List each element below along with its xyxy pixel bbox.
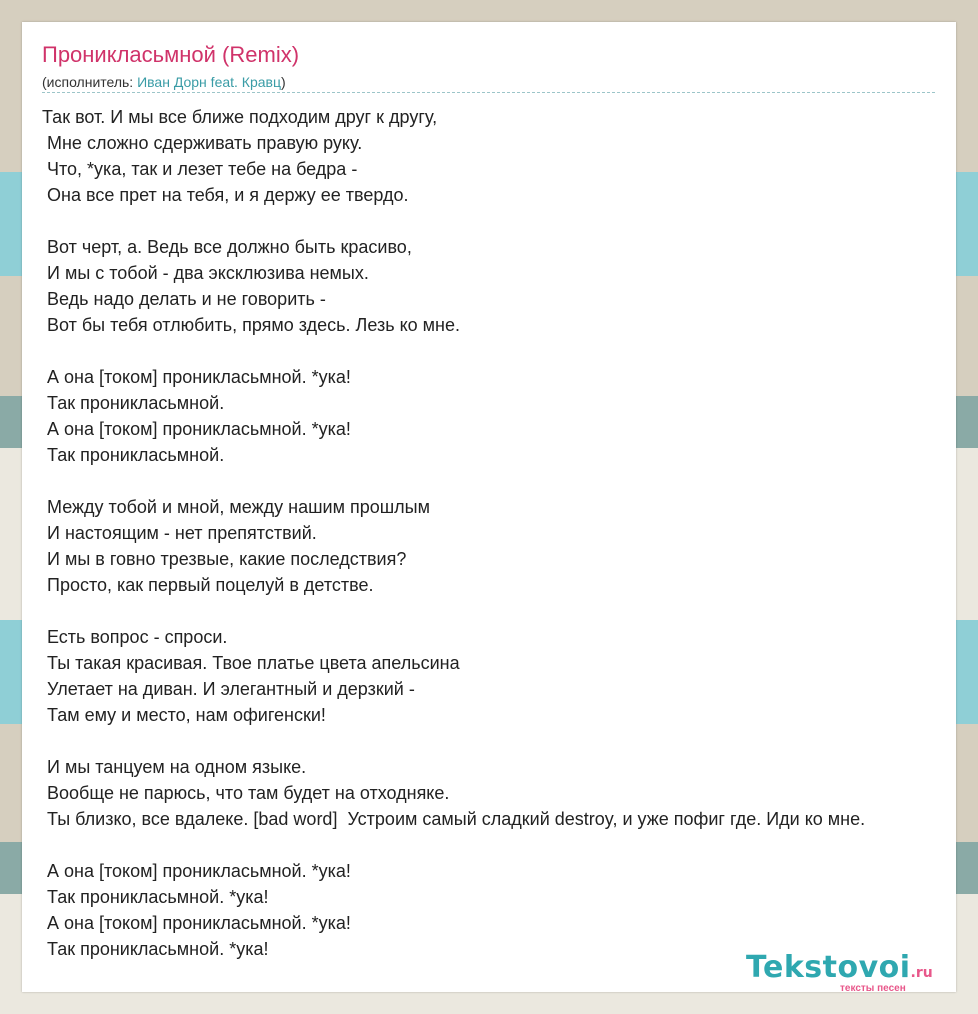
lyrics-line: А она [током] проникласьмной. *ука! bbox=[42, 913, 351, 933]
lyrics-line: Она все прет на тебя, и я держу ее твердо. bbox=[42, 185, 409, 205]
lyrics-line bbox=[42, 728, 956, 754]
logo-domain: .ru bbox=[910, 965, 933, 981]
lyrics-line bbox=[42, 468, 956, 494]
lyrics-line: Так проникласьмной. *ука! bbox=[42, 939, 269, 959]
title-divider bbox=[42, 92, 935, 93]
lyrics-line bbox=[42, 598, 956, 624]
lyrics-line: Мне сложно сдерживать правую руку. bbox=[42, 133, 363, 153]
lyrics-line: Вообще не парюсь, что там будет на отходняке. bbox=[42, 783, 450, 803]
lyrics-text bbox=[42, 104, 956, 962]
site-logo[interactable] bbox=[746, 950, 933, 992]
artist-prefix: (исполнитель: bbox=[42, 74, 138, 90]
lyrics-line: Просто, как первый поцелуй в детстве. bbox=[42, 575, 374, 595]
logo-name: Tekstovoi bbox=[746, 950, 911, 985]
lyrics-line: Вот бы тебя отлюбить, прямо здесь. Лезь ко мне. bbox=[42, 315, 460, 335]
lyrics-line: Так проникласьмной. *ука! bbox=[42, 887, 269, 907]
lyrics-line: А она [током] проникласьмной. *ука! bbox=[42, 419, 351, 439]
lyrics-line bbox=[42, 208, 956, 234]
lyrics-line: Так проникласьмной. bbox=[42, 445, 225, 465]
lyrics-line: А она [током] проникласьмной. *ука! bbox=[42, 367, 351, 387]
lyrics-line bbox=[42, 338, 956, 364]
lyrics-line: Что, *ука, так и лезет тебе на бедра - bbox=[42, 159, 358, 179]
lyrics-line: Ведь надо делать и не говорить - bbox=[42, 289, 326, 309]
lyrics-line: Есть вопрос - спроси. bbox=[42, 627, 228, 647]
artist-line bbox=[42, 74, 286, 90]
song-title: Проникласьмной (Remix) bbox=[42, 42, 300, 67]
lyrics-line: А она [током] проникласьмной. *ука! bbox=[42, 861, 351, 881]
artist-link[interactable]: Иван Дорн feat. Кравц bbox=[137, 74, 281, 90]
lyrics-line: И мы танцуем на одном языке. bbox=[42, 757, 307, 777]
lyrics-line: Ты такая красивая. Твое платье цвета апельсина bbox=[42, 653, 460, 673]
logo-tagline: тексты песен bbox=[840, 983, 906, 992]
lyrics-line: И мы в говно трезвые, какие последствия? bbox=[42, 549, 407, 569]
lyrics-card bbox=[22, 22, 956, 992]
lyrics-line: Между тобой и мной, между нашим прошлым bbox=[42, 497, 430, 517]
lyrics-line: Вот черт, а. Ведь все должно быть красиво, bbox=[42, 237, 412, 257]
lyrics-line: Так вот. И мы все ближе подходим друг к другу, bbox=[42, 107, 438, 127]
lyrics-line: И мы с тобой - два эксклюзива немых. bbox=[42, 263, 369, 283]
lyrics-line: Улетает на диван. И элегантный и дерзкий - bbox=[42, 679, 415, 699]
lyrics-line: Там ему и место, нам офигенски! bbox=[42, 705, 326, 725]
lyrics-line bbox=[42, 832, 956, 858]
lyrics-line: И настоящим - нет препятствий. bbox=[42, 523, 317, 543]
lyrics-line: Ты близко, все вдалеке. [bad word] Устроим самый сладкий destroy, и уже пофиг где. Иди ко мне. bbox=[42, 809, 866, 829]
artist-suffix: ) bbox=[281, 74, 286, 90]
lyrics-line: Так проникласьмной. bbox=[42, 393, 225, 413]
